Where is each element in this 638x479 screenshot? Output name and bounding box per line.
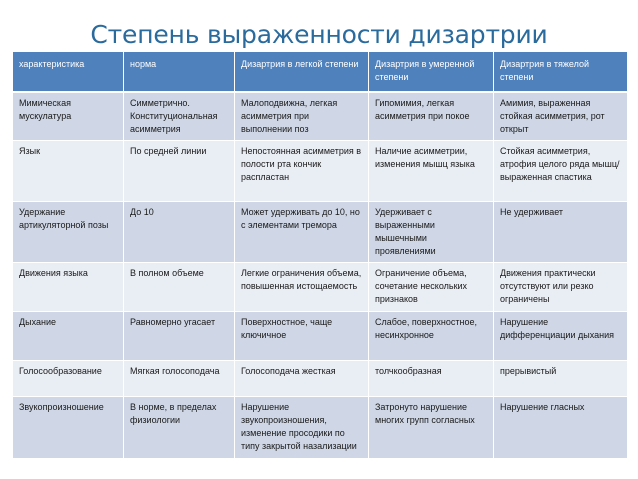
table-cell: В норме, в пределах физиологии (124, 396, 235, 458)
table-cell: Нарушение дифференциации дыхания (494, 311, 628, 360)
table-cell: прерывистый (494, 360, 628, 396)
header-severe: Дизартрия в тяжелой степени (494, 52, 628, 93)
table-row (13, 360, 628, 396)
table-cell: Движения языка (13, 262, 124, 311)
table-cell: Мягкая голосоподача (124, 360, 235, 396)
table-cell: Гипомимия, легкая асимметрия при покое (369, 92, 494, 140)
table-cell: По средней линии (124, 140, 235, 201)
table-cell: Язык (13, 140, 124, 201)
table-row (13, 92, 628, 140)
header-characteristic: характеристика (13, 52, 124, 93)
table-cell: Звукопроизношение (13, 396, 124, 458)
table-cell: Стойкая асимметрия, атрофия целого ряда мышц/ выраженная спастика (494, 140, 628, 201)
table-cell: Дыхание (13, 311, 124, 360)
header-norm: норма (124, 52, 235, 93)
dysarthria-table (12, 51, 628, 459)
table-cell: Голосоподача жесткая (235, 360, 369, 396)
table-cell: Удержание артикуляторной позы (13, 201, 124, 262)
table-cell: Амимия, выраженная стойкая асимметрия, рот открыт (494, 92, 628, 140)
header-mild: Дизартрия в легкой степени (235, 52, 369, 93)
table-header-row (13, 52, 628, 93)
table-cell: Нарушение гласных (494, 396, 628, 458)
table-cell: Непостоянная асимметрия в полости рта кончик распластан (235, 140, 369, 201)
table-cell: Легкие ограничения объема, повышенная истощаемость (235, 262, 369, 311)
table-cell: Ограничение объема, сочетание нескольких признаков (369, 262, 494, 311)
slide-title: Степень выраженности дизартрии (90, 20, 548, 49)
table-cell: Нарушение звукопроизношения, изменение просодики по типу закрытой назализации (235, 396, 369, 458)
table-row (13, 140, 628, 201)
table-cell: Может удерживать до 10, но с элементами тремора (235, 201, 369, 262)
table-cell: Мимическая мускулатура (13, 92, 124, 140)
header-moderate: Дизартрия в умеренной степени (369, 52, 494, 93)
table-cell: толчкообразная (369, 360, 494, 396)
table-cell: Голосообразование (13, 360, 124, 396)
table-row (13, 311, 628, 360)
table-cell: До 10 (124, 201, 235, 262)
table-row (13, 262, 628, 311)
table-cell: Движения практически отсутствуют или резко ограничены (494, 262, 628, 311)
table-cell: Равномерно угасает (124, 311, 235, 360)
table-cell: Наличие асимметрии, изменения мышц языка (369, 140, 494, 201)
table-row (13, 201, 628, 262)
table-cell: Не удерживает (494, 201, 628, 262)
table-cell: Затронуто нарушение многих групп согласных (369, 396, 494, 458)
table-cell: В полном объеме (124, 262, 235, 311)
table-cell: Поверхностное, чаще ключичное (235, 311, 369, 360)
table-cell: Удерживает с выраженными мышечными проявлениями (369, 201, 494, 262)
table-cell: Симметрично. Конституциональная асимметрия (124, 92, 235, 140)
table-cell: Малоподвижна, легкая асимметрия при выполнении поз (235, 92, 369, 140)
table-row (13, 396, 628, 458)
table-cell: Слабое, поверхностное, несинхронное (369, 311, 494, 360)
